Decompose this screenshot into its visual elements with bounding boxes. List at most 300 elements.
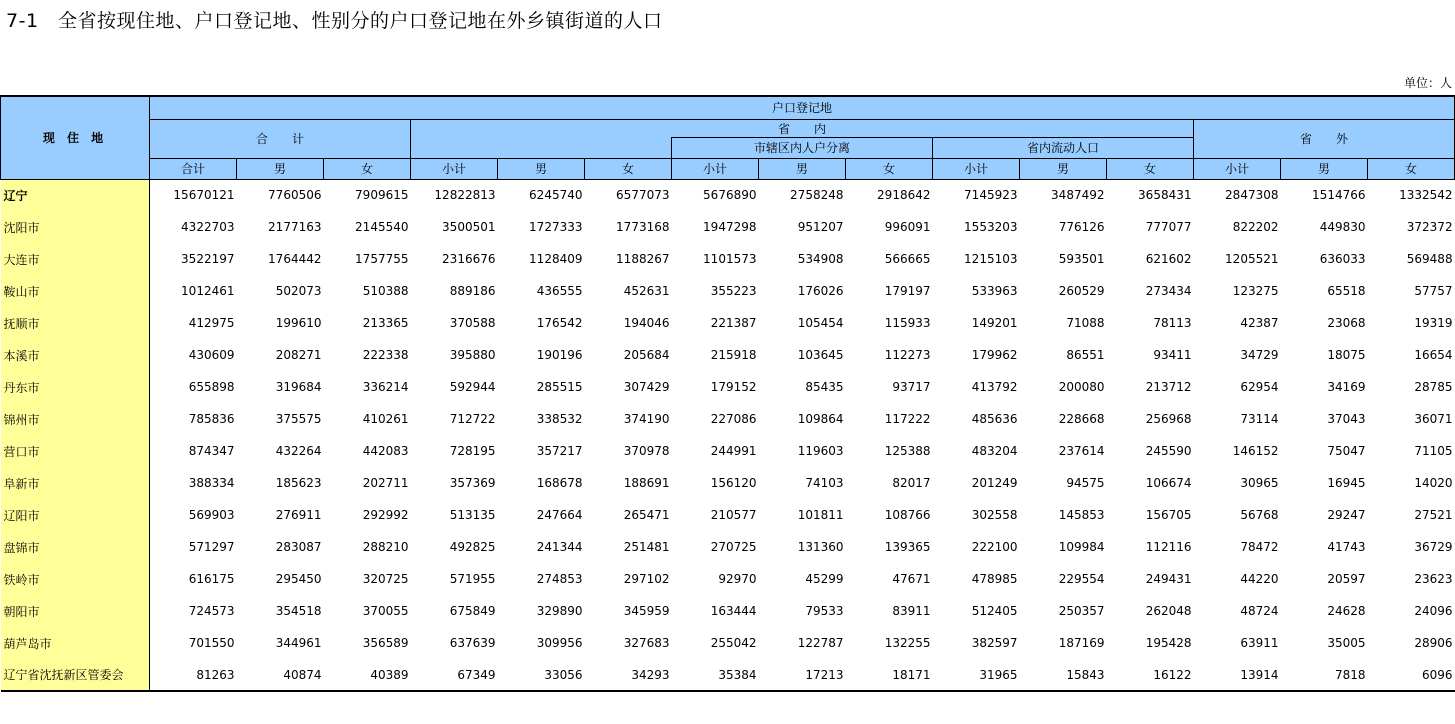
- value-cell: 7909615: [355, 188, 409, 203]
- value-cell: 71105: [1414, 444, 1453, 458]
- value-cell: 571955: [449, 572, 496, 586]
- value-cell: 139365: [884, 540, 931, 554]
- area-name-cell: 辽阳市: [1, 499, 150, 531]
- subheader-cell: 女: [846, 158, 933, 179]
- table-row: [1, 307, 1455, 339]
- value-cell: 123275: [1232, 284, 1279, 298]
- value-cell: 29247: [1327, 508, 1366, 522]
- value-cell: 156120: [710, 476, 757, 490]
- table-header: [1, 96, 1455, 179]
- value-cell: 1764442: [268, 252, 322, 266]
- value-cell: 485636: [971, 412, 1018, 426]
- value-cell: 512405: [971, 604, 1018, 618]
- value-cell: 6096: [1368, 659, 1455, 691]
- area-name-cell: 锦州市: [1, 403, 150, 435]
- value-cell: 199610: [275, 316, 322, 330]
- value-cell: 395880: [449, 348, 496, 362]
- area-name-cell: 铁岭市: [1, 563, 150, 595]
- area-name-cell: 丹东市: [1, 371, 150, 403]
- value-cell: 255042: [710, 636, 757, 650]
- value-cell: 513135: [449, 508, 496, 522]
- value-cell: 200080: [1058, 380, 1105, 394]
- value-cell: 195428: [1145, 636, 1192, 650]
- value-cell: 502073: [275, 284, 322, 298]
- header-in-province-spacer: [411, 137, 672, 158]
- value-cell: 24096: [1414, 604, 1453, 618]
- value-cell: 176026: [797, 284, 844, 298]
- value-cell: 569903: [188, 508, 235, 522]
- value-cell: 7145923: [964, 188, 1018, 203]
- value-cell: 18171: [846, 659, 933, 691]
- table-row: [1, 595, 1455, 627]
- value-cell: 412975: [188, 316, 235, 330]
- value-cell: 131360: [797, 540, 844, 554]
- value-cell: 36729: [1414, 540, 1453, 554]
- value-cell: 2316676: [442, 252, 496, 266]
- value-cell: 370055: [362, 604, 409, 618]
- value-cell: 6245740: [529, 188, 583, 203]
- area-name-cell: 盘锦市: [1, 531, 150, 563]
- value-cell: 228668: [1058, 412, 1105, 426]
- value-cell: 338532: [536, 412, 583, 426]
- value-cell: 724573: [188, 604, 235, 618]
- value-cell: 483204: [971, 444, 1018, 458]
- subheader-cell: 男: [1020, 158, 1107, 179]
- area-name-cell: 葫芦岛市: [1, 627, 150, 659]
- unit-label: 单位：人: [1403, 76, 1452, 90]
- table-row: [1, 659, 1455, 691]
- value-cell: 45299: [805, 572, 844, 586]
- value-cell: 227086: [710, 412, 757, 426]
- value-cell: 432264: [275, 444, 322, 458]
- page-title: 7-1 全省按现住地、户口登记地、性别分的户口登记地在外乡镇街道的人口: [6, 10, 663, 32]
- value-cell: 273434: [1145, 284, 1192, 298]
- value-cell: 12822813: [434, 188, 496, 203]
- value-cell: 274853: [536, 572, 583, 586]
- value-cell: 295450: [275, 572, 322, 586]
- value-cell: 1332542: [1399, 188, 1453, 203]
- value-cell: 23623: [1414, 572, 1453, 586]
- value-cell: 149201: [971, 316, 1018, 330]
- value-cell: 3658431: [1138, 188, 1192, 203]
- value-cell: 1128409: [529, 252, 583, 266]
- value-cell: 179197: [884, 284, 931, 298]
- value-cell: 889186: [449, 284, 496, 298]
- value-cell: 34293: [585, 659, 672, 691]
- value-cell: 108766: [884, 508, 931, 522]
- value-cell: 16654: [1414, 348, 1453, 362]
- value-cell: 270725: [710, 540, 757, 554]
- area-name-cell: 本溪市: [1, 339, 150, 371]
- value-cell: 93717: [892, 380, 931, 394]
- value-cell: 41743: [1327, 540, 1366, 554]
- value-cell: 190196: [536, 348, 583, 362]
- value-cell: 109864: [797, 412, 844, 426]
- value-cell: 78472: [1240, 540, 1279, 554]
- value-cell: 14020: [1414, 476, 1453, 490]
- value-cell: 71088: [1066, 316, 1105, 330]
- value-cell: 7818: [1281, 659, 1368, 691]
- value-cell: 302558: [971, 508, 1018, 522]
- value-cell: 156705: [1145, 508, 1192, 522]
- header-intra-province-floating: 省内流动人口: [933, 137, 1194, 158]
- value-cell: 132255: [884, 636, 931, 650]
- area-name-cell: 朝阳市: [1, 595, 150, 627]
- value-cell: 112116: [1145, 540, 1192, 554]
- value-cell: 336214: [362, 380, 409, 394]
- table-row: [1, 211, 1455, 243]
- value-cell: 996091: [884, 220, 931, 234]
- value-cell: 187169: [1058, 636, 1105, 650]
- value-cell: 245590: [1145, 444, 1192, 458]
- value-cell: 28906: [1414, 636, 1453, 650]
- value-cell: 48724: [1240, 604, 1279, 618]
- value-cell: 179962: [971, 348, 1018, 362]
- value-cell: 2177163: [268, 220, 322, 234]
- value-cell: 655898: [188, 380, 235, 394]
- value-cell: 20597: [1327, 572, 1366, 586]
- subheader-cell: 小计: [672, 158, 759, 179]
- value-cell: 327683: [623, 636, 670, 650]
- value-cell: 621602: [1145, 252, 1192, 266]
- value-cell: 79533: [805, 604, 844, 618]
- header-city-separation: 市辖区内人户分离: [672, 137, 933, 158]
- value-cell: 81263: [150, 659, 237, 691]
- value-cell: 701550: [188, 636, 235, 650]
- value-cell: 292992: [362, 508, 409, 522]
- value-cell: 210577: [710, 508, 757, 522]
- value-cell: 213365: [362, 316, 409, 330]
- table-row: [1, 563, 1455, 595]
- value-cell: 344961: [275, 636, 322, 650]
- value-cell: 382597: [971, 636, 1018, 650]
- value-cell: 85435: [805, 380, 844, 394]
- value-cell: 75047: [1327, 444, 1366, 458]
- value-cell: 241344: [536, 540, 583, 554]
- value-cell: 616175: [188, 572, 235, 586]
- value-cell: 372372: [1406, 220, 1453, 234]
- value-cell: 874347: [188, 444, 235, 458]
- value-cell: 168678: [536, 476, 583, 490]
- value-cell: 1205521: [1225, 252, 1279, 266]
- value-cell: 276911: [275, 508, 322, 522]
- value-cell: 13914: [1194, 659, 1281, 691]
- value-cell: 117222: [884, 412, 931, 426]
- area-name-cell: 阜新市: [1, 467, 150, 499]
- value-cell: 712722: [449, 412, 496, 426]
- value-cell: 449830: [1319, 220, 1366, 234]
- table-row: [1, 371, 1455, 403]
- value-cell: 4322703: [181, 220, 235, 234]
- value-cell: 6577073: [616, 188, 670, 203]
- value-cell: 222100: [971, 540, 1018, 554]
- value-cell: 63911: [1240, 636, 1279, 650]
- value-cell: 1188267: [616, 252, 670, 266]
- value-cell: 34169: [1327, 380, 1366, 394]
- value-cell: 247664: [536, 508, 583, 522]
- value-cell: 221387: [710, 316, 757, 330]
- value-cell: 244991: [710, 444, 757, 458]
- table-row: [1, 403, 1455, 435]
- value-cell: 35384: [672, 659, 759, 691]
- value-cell: 145853: [1058, 508, 1105, 522]
- value-cell: 119603: [797, 444, 844, 458]
- value-cell: 109984: [1058, 540, 1105, 554]
- value-cell: 285515: [536, 380, 583, 394]
- value-cell: 56768: [1240, 508, 1279, 522]
- value-cell: 566665: [884, 252, 931, 266]
- subheader-cell: 小计: [933, 158, 1020, 179]
- subheader-cell: 男: [237, 158, 324, 179]
- value-cell: 28785: [1414, 380, 1453, 394]
- value-cell: 36071: [1414, 412, 1453, 426]
- value-cell: 355223: [710, 284, 757, 298]
- value-cell: 410261: [362, 412, 409, 426]
- value-cell: 83911: [892, 604, 931, 618]
- subheader-cell: 女: [585, 158, 672, 179]
- value-cell: 205684: [623, 348, 670, 362]
- value-cell: 1947298: [703, 220, 757, 234]
- sub-header-row: [1, 158, 1455, 179]
- value-cell: 442083: [362, 444, 409, 458]
- subheader-cell: 小计: [1194, 158, 1281, 179]
- value-cell: 103645: [797, 348, 844, 362]
- value-cell: 356589: [362, 636, 409, 650]
- value-cell: 47671: [892, 572, 931, 586]
- value-cell: 1757755: [355, 252, 409, 266]
- value-cell: 478985: [971, 572, 1018, 586]
- value-cell: 534908: [797, 252, 844, 266]
- value-cell: 569488: [1406, 252, 1453, 266]
- value-cell: 93411: [1153, 348, 1192, 362]
- area-name-cell: 营口市: [1, 435, 150, 467]
- value-cell: 319684: [275, 380, 322, 394]
- value-cell: 78113: [1153, 316, 1192, 330]
- value-cell: 112273: [884, 348, 931, 362]
- value-cell: 370978: [623, 444, 670, 458]
- value-cell: 115933: [884, 316, 931, 330]
- value-cell: 92970: [718, 572, 757, 586]
- value-cell: 260529: [1058, 284, 1105, 298]
- value-cell: 3500501: [442, 220, 496, 234]
- population-table: [0, 95, 1455, 692]
- value-cell: 105454: [797, 316, 844, 330]
- value-cell: 40874: [237, 659, 324, 691]
- value-cell: 27521: [1414, 508, 1453, 522]
- header-total: 合 计: [150, 119, 411, 158]
- value-cell: 86551: [1066, 348, 1105, 362]
- value-cell: 208271: [275, 348, 322, 362]
- value-cell: 452631: [623, 284, 670, 298]
- subheader-cell: 男: [759, 158, 846, 179]
- value-cell: 19319: [1414, 316, 1453, 330]
- value-cell: 251481: [623, 540, 670, 554]
- value-cell: 1727333: [529, 220, 583, 234]
- value-cell: 571297: [188, 540, 235, 554]
- value-cell: 188691: [623, 476, 670, 490]
- area-name-cell: 鞍山市: [1, 275, 150, 307]
- value-cell: 388334: [188, 476, 235, 490]
- value-cell: 1553203: [964, 220, 1018, 234]
- value-cell: 5676890: [703, 188, 757, 203]
- value-cell: 65518: [1327, 284, 1366, 298]
- value-cell: 31965: [933, 659, 1020, 691]
- value-cell: 777077: [1145, 220, 1192, 234]
- table-row: [1, 179, 1455, 211]
- value-cell: 185623: [275, 476, 322, 490]
- table-row: [1, 275, 1455, 307]
- value-cell: 176542: [536, 316, 583, 330]
- value-cell: 636033: [1319, 252, 1366, 266]
- value-cell: 593501: [1058, 252, 1105, 266]
- value-cell: 222338: [362, 348, 409, 362]
- value-cell: 146152: [1232, 444, 1279, 458]
- subheader-cell: 男: [1281, 158, 1368, 179]
- table-row: [1, 467, 1455, 499]
- value-cell: 42387: [1240, 316, 1279, 330]
- value-cell: 492825: [449, 540, 496, 554]
- value-cell: 250357: [1058, 604, 1105, 618]
- value-cell: 2145540: [355, 220, 409, 234]
- value-cell: 2918642: [877, 188, 931, 203]
- value-cell: 430609: [188, 348, 235, 362]
- subheader-cell: 女: [1368, 158, 1455, 179]
- value-cell: 370588: [449, 316, 496, 330]
- value-cell: 74103: [805, 476, 844, 490]
- table-row: [1, 339, 1455, 371]
- value-cell: 728195: [449, 444, 496, 458]
- header-residence: 现 住 地: [1, 96, 150, 179]
- value-cell: 374190: [623, 412, 670, 426]
- table-row: [1, 499, 1455, 531]
- value-cell: 24628: [1327, 604, 1366, 618]
- value-cell: 122787: [797, 636, 844, 650]
- value-cell: 297102: [623, 572, 670, 586]
- value-cell: 592944: [449, 380, 496, 394]
- value-cell: 82017: [892, 476, 931, 490]
- value-cell: 1215103: [964, 252, 1018, 266]
- value-cell: 201249: [971, 476, 1018, 490]
- table-body: [1, 179, 1455, 691]
- value-cell: 40389: [324, 659, 411, 691]
- value-cell: 309956: [536, 636, 583, 650]
- value-cell: 33056: [498, 659, 585, 691]
- value-cell: 1101573: [703, 252, 757, 266]
- value-cell: 30965: [1240, 476, 1279, 490]
- value-cell: 202711: [362, 476, 409, 490]
- area-name-cell: 辽宁: [1, 179, 150, 211]
- value-cell: 637639: [449, 636, 496, 650]
- value-cell: 101811: [797, 508, 844, 522]
- value-cell: 2847308: [1225, 188, 1279, 203]
- value-cell: 3522197: [181, 252, 235, 266]
- value-cell: 125388: [884, 444, 931, 458]
- value-cell: 194046: [623, 316, 670, 330]
- value-cell: 23068: [1327, 316, 1366, 330]
- value-cell: 163444: [710, 604, 757, 618]
- value-cell: 35005: [1327, 636, 1366, 650]
- value-cell: 67349: [411, 659, 498, 691]
- table-row: [1, 435, 1455, 467]
- value-cell: 15843: [1020, 659, 1107, 691]
- value-cell: 283087: [275, 540, 322, 554]
- value-cell: 413792: [971, 380, 1018, 394]
- subheader-cell: 小计: [411, 158, 498, 179]
- value-cell: 37043: [1327, 412, 1366, 426]
- value-cell: 357217: [536, 444, 583, 458]
- value-cell: 7760506: [268, 188, 322, 203]
- value-cell: 213712: [1145, 380, 1192, 394]
- value-cell: 1514766: [1312, 188, 1366, 203]
- value-cell: 94575: [1066, 476, 1105, 490]
- value-cell: 16122: [1107, 659, 1194, 691]
- value-cell: 44220: [1240, 572, 1279, 586]
- area-name-cell: 抚顺市: [1, 307, 150, 339]
- value-cell: 265471: [623, 508, 670, 522]
- header-in-province: 省 内: [411, 119, 1194, 137]
- value-cell: 179152: [710, 380, 757, 394]
- header-out-province: 省 外: [1194, 119, 1455, 158]
- value-cell: 776126: [1058, 220, 1105, 234]
- area-name-cell: 大连市: [1, 243, 150, 275]
- value-cell: 329890: [536, 604, 583, 618]
- value-cell: 288210: [362, 540, 409, 554]
- value-cell: 215918: [710, 348, 757, 362]
- value-cell: 73114: [1240, 412, 1279, 426]
- value-cell: 345959: [623, 604, 670, 618]
- value-cell: 951207: [797, 220, 844, 234]
- value-cell: 822202: [1232, 220, 1279, 234]
- value-cell: 15670121: [173, 188, 235, 203]
- table-row: [1, 243, 1455, 275]
- table-row: [1, 627, 1455, 659]
- value-cell: 249431: [1145, 572, 1192, 586]
- value-cell: 62954: [1240, 380, 1279, 394]
- value-cell: 237614: [1058, 444, 1105, 458]
- value-cell: 1012461: [181, 284, 235, 298]
- value-cell: 533963: [971, 284, 1018, 298]
- value-cell: 1773168: [616, 220, 670, 234]
- value-cell: 375575: [275, 412, 322, 426]
- value-cell: 34729: [1240, 348, 1279, 362]
- value-cell: 229554: [1058, 572, 1105, 586]
- value-cell: 307429: [623, 380, 670, 394]
- subheader-cell: 男: [498, 158, 585, 179]
- value-cell: 3487492: [1051, 188, 1105, 203]
- value-cell: 436555: [536, 284, 583, 298]
- value-cell: 256968: [1145, 412, 1192, 426]
- value-cell: 262048: [1145, 604, 1192, 618]
- value-cell: 57757: [1414, 284, 1453, 298]
- header-registration-place: 户口登记地: [150, 96, 1455, 119]
- value-cell: 16945: [1327, 476, 1366, 490]
- area-name-cell: 辽宁省沈抚新区管委会: [1, 659, 150, 691]
- value-cell: 320725: [362, 572, 409, 586]
- subheader-cell: 女: [1107, 158, 1194, 179]
- area-name-cell: 沈阳市: [1, 211, 150, 243]
- value-cell: 2758248: [790, 188, 844, 203]
- value-cell: 106674: [1145, 476, 1192, 490]
- table-row: [1, 531, 1455, 563]
- value-cell: 18075: [1327, 348, 1366, 362]
- value-cell: 17213: [759, 659, 846, 691]
- subheader-cell: 女: [324, 158, 411, 179]
- value-cell: 354518: [275, 604, 322, 618]
- value-cell: 785836: [188, 412, 235, 426]
- subheader-cell: 合计: [150, 158, 237, 179]
- value-cell: 357369: [449, 476, 496, 490]
- value-cell: 675849: [449, 604, 496, 618]
